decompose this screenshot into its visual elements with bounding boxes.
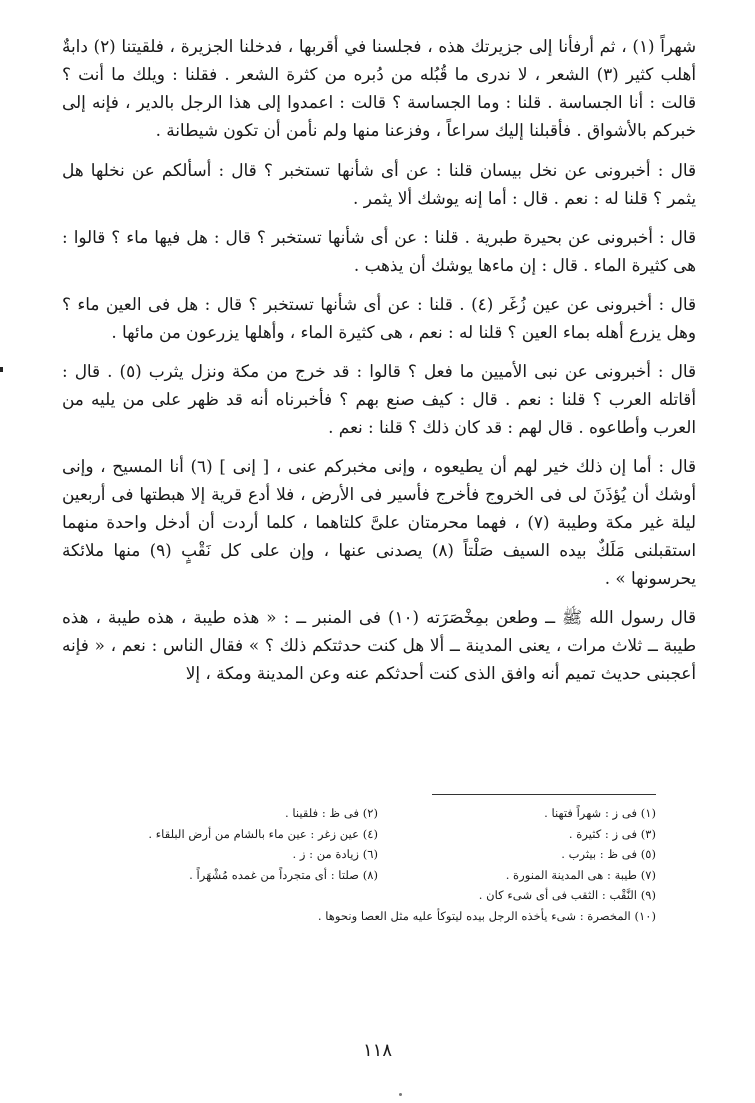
page-number: ١١٨	[362, 1040, 392, 1061]
footnote-9: (٩) النَّقْب : الثقب فى أى شىء كان .	[478, 888, 656, 902]
footnote-row	[100, 803, 656, 824]
paragraph-4: قال : أخبرونى عن عين زُغَر (٤) . قلنا : عن أى شأنها تستخبر ؟ قال : هل فى العين ماء ؟ وهل يزرع أهله بماء العين ؟ قلنا له : نعم ، هى كثيرة الماء ، وأهلها يزرعون من مائها .	[62, 294, 696, 342]
scan-edge-mark	[0, 367, 3, 372]
footnote-row	[100, 844, 656, 865]
footnote-separator	[432, 794, 656, 795]
footnote-row	[100, 865, 656, 886]
footnote-3: (٣) فى ز : كثيرة .	[568, 826, 656, 841]
paragraph-3: قال : أخبرونى عن بحيرة طبرية . قلنا : عن أى شأنها تستخبر ؟ قال : هل فيها ماء ؟ قالوا : هى كثيرة الماء . قال : إن ماءها يوشك أن يذهب .	[62, 227, 696, 275]
main-text	[62, 32, 696, 698]
footnote-7: (٧) طيبة : هى المدينة المنورة .	[505, 867, 656, 882]
footnote-2: (٢) فى ظ : فلقينا .	[284, 806, 378, 820]
footnote-5: (٥) فى ظ : بيثرب .	[561, 847, 656, 861]
footnote-row	[100, 824, 656, 845]
footnotes	[100, 803, 656, 926]
footnote-8: (٨) صلتا : أى متجرداً من غمده مُشْهَراً .	[189, 867, 378, 882]
paragraph-5: قال : أخبرونى عن نبى الأميين ما فعل ؟ قالوا : قد خرج من مكة ونزل يثرب (٥) . قال : أقاتله العرب ؟ قلنا : نعم . قال : كيف صنع بهم ؟ فأخبرناه أنه قد ظهر على من يليه من العرب وأطاعوه . قال لهم : قد كان ذلك ؟ قلنا : نعم .	[62, 361, 696, 437]
paragraph-1: شهراً (١) ، ثم أرفأنا إلى جزيرتك هذه ، فجلسنا في أقربها ، فدخلنا الجزيرة ، فلقيتنا (٢) دابةٌ أهلب كثير (٣) الشعر ، لا ندرى ما قُبُله من دُبره من كثرة الشعر . فقلنا : ويلك ما أنت ؟ قالت : أنا الجساسة . قلنا : وما الجساسة ؟ قالت : اعمدوا إلى هذا الرجل بالدير ، فإنه إلى خبركم بالأشواق . فأقبلنا إليك سراعاً ، وفزعنا منها ولم نأمن أن تكون شيطانة .	[62, 36, 697, 140]
paragraph-6: قال : أما إن ذلك خير لهم أن يطيعوه ، وإنى مخبركم عنى ، [ إنى ] (٦) أنا المسيح ، وإنى أوشك أن يُؤذَنَ لى فى الخروج فأخرج فأسير فى الأرض ، فلا أدع قرية إلا هبطتها فى أربعين ليلة غير مكة وطيبة (٧) ، فهما محرمتان علىَّ كلتاهما ، كلما أردت أن أدخل واحدة منهما استقبلنى مَلَكٌ بيده السيف صَلْتاً (٨) يصدنى عنها ، وإن على كل نَقْبٍ (٩) منها ملائكة يحرسونها » .	[62, 456, 697, 588]
paragraph-7: قال رسول الله ﷺ ــ وطعن بمِخْصَرَته (١٠) فى المنبر ــ : « هذه طيبة ، هذه طيبة ، هذه طيبة ــ ثلاث مرات ، يعنى المدينة ــ ألا هل كنت حدثتكم ذلك ؟ » فقال الناس : نعم ، « فإنه أعجبنى حديث تميم أنه وافق الذى كنت أحدثكم عنه وعن المدينة ومكة ، إلا	[62, 607, 697, 683]
footnote-4: (٤) عين زغر : عين ماء بالشام من أرض البلقاء .	[148, 826, 378, 841]
scan-speck	[399, 1093, 402, 1096]
footnote-6: (٦) زيادة من : ز .	[292, 847, 378, 861]
footnote-1: (١) فى ز : شهراً فتهنا .	[544, 806, 656, 820]
paragraph-2: قال : أخبرونى عن نخل بيسان قلنا : عن أى شأنها تستخبر ؟ قال : أسألكم عن نخلها هل يثمر ؟ قلنا له : نعم . قال : أما إنه يوشك ألا يثمر .	[62, 160, 696, 208]
footnote-10: (١٠) المخصرة : شىء يأخذه الرجل بيده ليتوكأ عليه مثل العصا ونحوها .	[317, 908, 656, 923]
